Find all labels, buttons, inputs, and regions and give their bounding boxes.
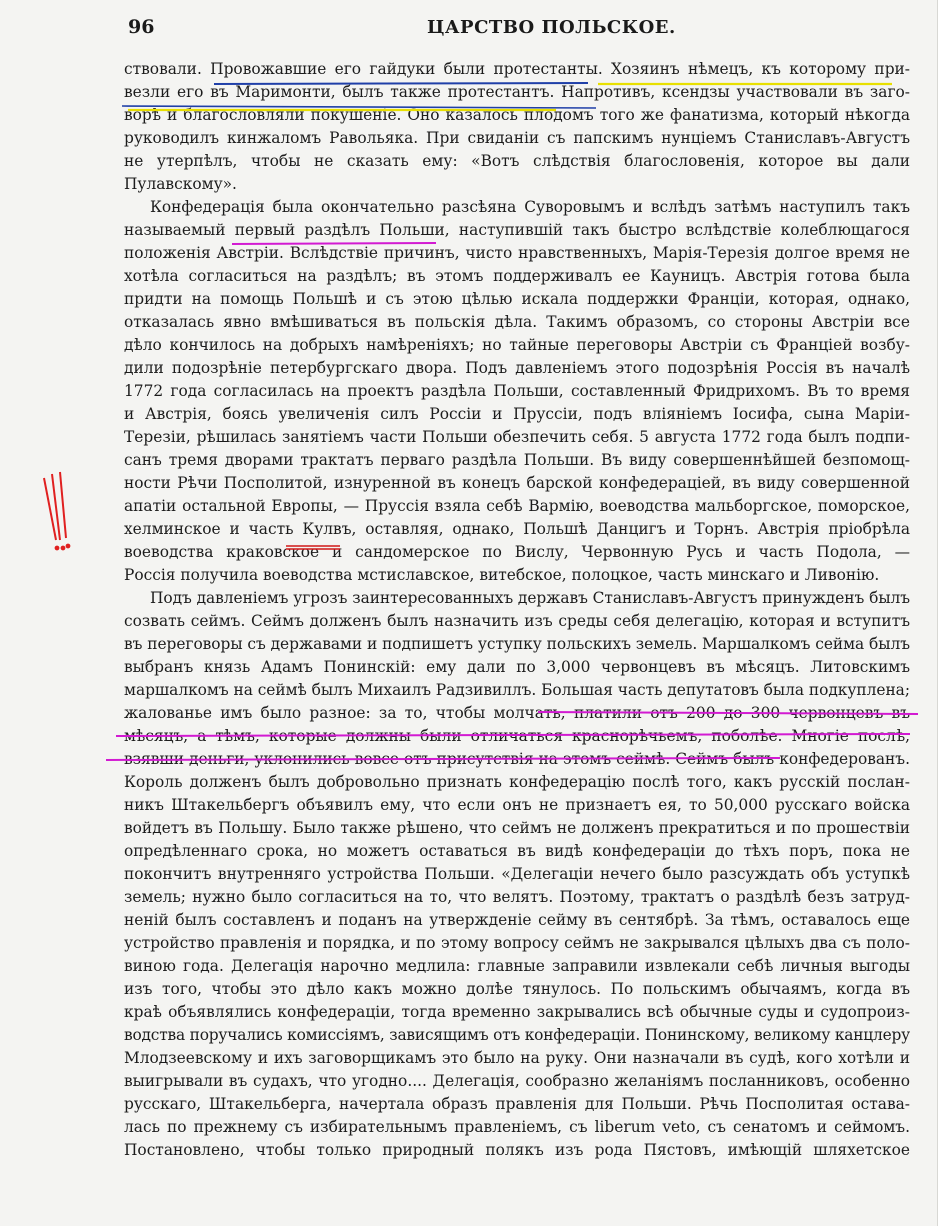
text-line: ности Рѣчи Посполитой, изнуренной въ конецъ барской конфедераціей, въ виду совершенной bbox=[124, 474, 910, 492]
text-line: устройство правленія и порядка, и по этому вопросу сеймъ не закрывался цѣлыхъ два съ поло- bbox=[124, 934, 910, 952]
page-number: 96 bbox=[128, 16, 155, 38]
text-line: Терезіи, рѣшилась занятіемъ части Польши обезпечить себя. 5 августа 1772 года былъ подпи- bbox=[124, 428, 910, 446]
body-text bbox=[124, 58, 910, 1162]
text-line: руководилъ кинжаломъ Равольяка. При свиданіи съ папскимъ нунціемъ Станиславъ-Августъ bbox=[124, 129, 910, 147]
text-line: воеводства краковское и сандомерское по Вислу, Червонную Русь и часть Подола, — bbox=[124, 543, 910, 561]
text-line: ворѣ и благословляли покушеніе. Оно казалось плодомъ того же фанатизма, который нѣкогда bbox=[124, 106, 910, 124]
text-line: положенія Австріи. Вслѣдствіе причинъ, чисто нравственныхъ, Марія-Терезія долгое время не bbox=[124, 244, 910, 262]
text-line: санъ тремя дворами трактатъ перваго раздѣла Польши. Въ виду совершеннѣйшей безпомощ- bbox=[124, 451, 910, 469]
running-title: ЦАРСТВО ПОЛЬСКОЕ. bbox=[427, 17, 676, 38]
text-line: и Австрія, боясь увеличенія силъ Россіи и Пруссіи, подъ вліяніемъ Іосифа, сына Маріи- bbox=[124, 405, 910, 423]
text-line: изъ того, чтобы это дѣло какъ можно долѣе тянулось. По польскимъ обычаямъ, когда въ bbox=[124, 980, 910, 998]
text-line: мѣсяцъ, а тѣмъ, которые должны были отличаться краснорѣчьемъ, поболѣе. Многіе послѣ, bbox=[124, 727, 910, 745]
text-line: водства поручались комиссіямъ, зависящимъ отъ конфедераціи. Понинскому, великому канцлеру bbox=[124, 1026, 910, 1044]
text-line: жалованье имъ было разное: за то, чтобы молчать, платили отъ 200 до 300 червонцевъ въ bbox=[124, 704, 910, 722]
text-line: апатіи остальной Европы, — Пруссія взяла себѣ Вармію, воеводства мальборгское, поморское, bbox=[124, 497, 910, 515]
text-line: Пулавскому». bbox=[124, 175, 237, 193]
text-line: войдетъ въ Польшу. Было также рѣшено, что сеймъ не долженъ прекратиться и по прошествіи bbox=[124, 819, 910, 837]
text-line: не утерпѣлъ, чтобы не сказать ему: «Вотъ слѣдствія благословенія, которое вы дали bbox=[124, 152, 910, 170]
text-line: называемый первый раздѣлъ Польши, наступившій такъ быстро вслѣдствіе колеблющагося bbox=[124, 221, 910, 239]
text-line: дили подозрѣніе петербургскаго двора. Подъ давленіемъ этого подозрѣнія Россія въ началѣ bbox=[124, 359, 910, 377]
text-line: маршалкомъ на сеймѣ былъ Михаилъ Радзивиллъ. Большая часть депутатовъ была подкуплена; bbox=[124, 681, 910, 699]
text-line: хелминское и часть Кулвъ, оставляя, однако, Польшѣ Данцигъ и Торнъ. Австрія пріобрѣла bbox=[124, 520, 910, 538]
text-line: Постановлено, чтобы только природный полякъ изъ рода Пястовъ, имѣющій шляхетское bbox=[124, 1141, 910, 1159]
text-line: земель; нужно было согласиться на то, что велятъ. Поэтому, трактатъ о раздѣлѣ безъ затруд- bbox=[124, 888, 910, 906]
text-line: виною года. Делегація нарочно медлила: главные заправили извлекали себѣ личныя выгоды bbox=[124, 957, 910, 975]
text-line: выигрывали въ судахъ, что угодно.... Делегація, сообразно желаніямъ посланниковъ, особенно bbox=[124, 1072, 910, 1090]
page-header bbox=[0, 16, 938, 42]
text-line: дѣло кончилось на добрыхъ намѣреніяхъ; но тайные переговоры Австріи съ Франціей возбу- bbox=[124, 336, 910, 354]
text-line: Россія получила воеводства мстиславское, витебское, полоцкое, часть минскаго и Ливонію. bbox=[124, 566, 880, 584]
text-line: краѣ объявлялись конфедераціи, тогда временно закрывались всѣ обычные суды и судопроиз- bbox=[124, 1003, 910, 1021]
text-line: созвать сеймъ. Сеймъ долженъ былъ назначить изъ среды себя делегацію, которая и вступитъ bbox=[124, 612, 910, 630]
text-line: никъ Штакельбергъ объявилъ ему, что если онъ не признаетъ ея, то 50,000 русскаго войска bbox=[124, 796, 910, 814]
text-line: русскаго, Штакельберга, начертала образъ правленія для Польши. Рѣчь Посполитая остава- bbox=[124, 1095, 910, 1113]
margin-exclamation-marks bbox=[44, 472, 69, 549]
text-line: опредѣленнаго срока, но можетъ оставаться въ видѣ конфедераціи до тѣхъ поръ, пока не bbox=[124, 842, 910, 860]
text-line: покончитъ внутренняго устройства Польши. «Делегаціи нечего было разсуждать объ уступкѣ bbox=[124, 865, 910, 883]
text-line: 1772 года согласилась на проектъ раздѣла Польши, составленный Фридрихомъ. Въ то время bbox=[124, 382, 910, 400]
text-line: неній былъ составленъ и поданъ на утвержденіе сейму въ сентябрѣ. За тѣмъ, оставалось еще bbox=[124, 911, 910, 929]
text-line: лась по прежнему съ избирательнымъ правленіемъ, съ liberum veto, съ сенатомъ и сеймомъ. bbox=[124, 1118, 910, 1136]
text-line: отказалась явно вмѣшиваться въ польскія дѣла. Такимъ образомъ, со стороны Австріи все bbox=[124, 313, 910, 331]
text-line: Млодзеевскому и ихъ заговорщикамъ это было на руку. Они назначали въ судѣ, кого хотѣли и bbox=[124, 1049, 910, 1067]
text-line: въ переговоры съ державами и подпишетъ уступку польскихъ земель. Маршалкомъ сейма былъ bbox=[124, 635, 910, 653]
text-line: ствовали. Провожавшие его гайдуки были протестанты. Хозяинъ нѣмецъ, къ которому при- bbox=[124, 60, 910, 78]
text-line: придти на помощь Польшѣ и съ этою цѣлью искала поддержки Франціи, которая, однако, bbox=[124, 290, 910, 308]
text-line: Конфедерація была окончательно разсѣяна Суворовымъ и вслѣдъ затѣмъ наступилъ такъ bbox=[150, 198, 910, 216]
text-line: хотѣла согласиться на раздѣлъ; въ этомъ поддерживалъ ее Кауницъ. Австрія готова была bbox=[124, 267, 910, 285]
text-line: везли его въ Маримонти, былъ также протестантъ. Напротивъ, ксендзы участвовали въ заго- bbox=[124, 83, 910, 101]
text-line: Король долженъ былъ добровольно признать конфедерацію послѣ того, какъ русскій послан- bbox=[124, 773, 910, 791]
text-line: выбранъ князь Адамъ Понинскій: ему дали по 3,000 червонцевъ въ мѣсяцъ. Литовскимъ bbox=[124, 658, 910, 676]
text-line: взявши деньги, уклонились вовсе отъ присутствія на этомъ сеймѣ. Сеймъ былъ конфедерованъ. bbox=[124, 750, 910, 768]
text-line: Подъ давленіемъ угрозъ заинтересованныхъ державъ Станиславъ-Августъ принужденъ былъ bbox=[150, 589, 910, 607]
